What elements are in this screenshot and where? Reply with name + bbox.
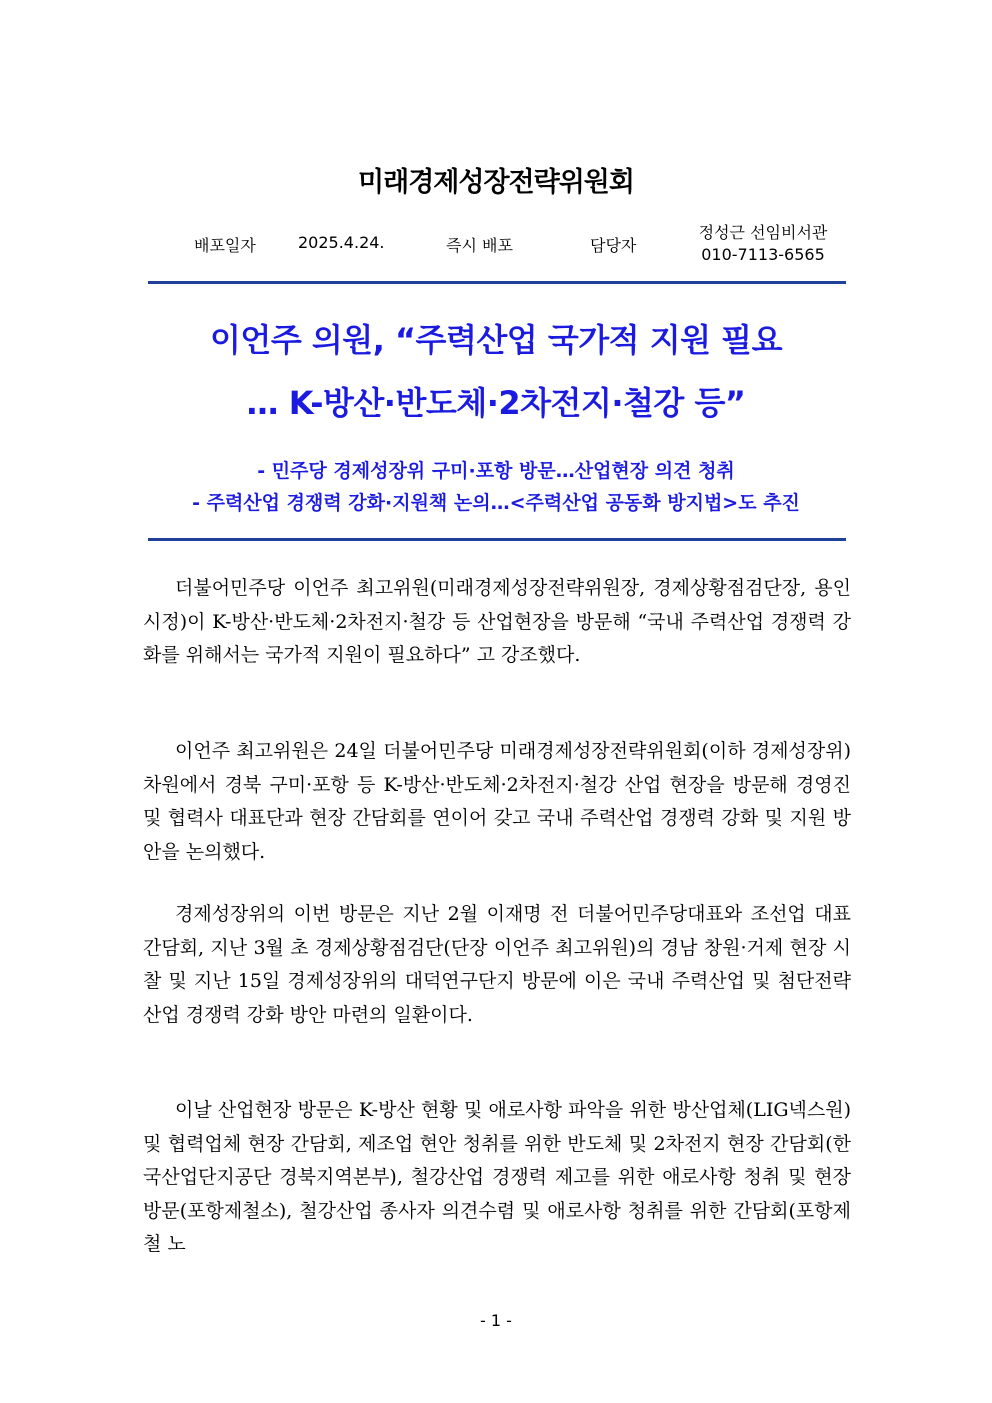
headline-line-2: … K-방산·반도체·2차전지·철강 등”	[246, 384, 746, 422]
bottom-divider	[148, 538, 846, 541]
release-type: 즉시 배포	[446, 236, 513, 255]
body-paragraph-4: 이날 산업현장 방문은 K-방산 현황 및 애로사항 파악을 위한 방산업체(LIG넥스원) 및 협력업체 현장 간담회, 제조업 현안 청취를 위한 반도체 및 2차전지 현장 간담회(한국산업단지공단 경북지역본부), 철강산업 경쟁력 제고를 위한 애로사항 청취 및 현장 방문(포항제철소), 철강산업 종사자 의견수렴 및 애로사항 청취를 위한 간담회(포항제철 노	[143, 1099, 851, 1255]
organization-title: 미래경제성장전략위원회	[358, 167, 634, 198]
release-date: 2025.4.24.	[298, 233, 385, 252]
body-paragraph-1: 더불어민주당 이언주 최고위원(미래경제성장전략위원장, 경제상황점검단장, 용인시정)이 K-방산·반도체·2차전지·철강 등 산업현장을 방문해 “국내 주력산업 경쟁력 강화를 위해서는 국가적 지원이 필요하다” 고 강조했다.	[143, 577, 851, 666]
subheadline-1: - 민주당 경제성장위 구미·포항 방문…산업현장 의견 청취	[257, 460, 735, 482]
release-info-row	[148, 222, 846, 268]
release-date-label: 배포일자	[194, 236, 256, 255]
body-paragraph-3: 경제성장위의 이번 방문은 지난 2월 이재명 전 더불어민주당대표와 조선업 대표 간담회, 지난 3월 초 경제상황점검단(단장 이언주 최고위원)의 경남 창원·거제 현장 시찰 및 지난 15일 경제성장위의 대덕연구단지 방문에 이은 국내 주력산업 및 첨단전략산업 경쟁력 강화 방안 마련의 일환이다.	[143, 903, 851, 1026]
headline-line-1: 이언주 의원, “주력산업 국가적 지원 필요	[210, 321, 782, 359]
top-divider	[148, 281, 846, 284]
subheadline-2: - 주력산업 경쟁력 강화·지원책 논의…<주력산업 공동화 방지법>도 추진	[192, 492, 800, 514]
contact-name: 정성근 선임비서관	[698, 223, 828, 242]
body-paragraph-2: 이언주 최고위원은 24일 더불어민주당 미래경제성장전략위원회(이하 경제성장위) 차원에서 경북 구미·포항 등 K-방산·반도체·2차전지·철강 산업 현장을 방문해 경영진 및 협력사 대표단과 현장 간담회를 연이어 갖고 국내 주력산업 경쟁력 강화 및 지원 방안을 논의했다.	[143, 740, 851, 863]
page-number: - 1 -	[480, 1311, 512, 1330]
contact-phone: 010-7113-6565	[701, 245, 825, 264]
contact-info	[678, 222, 848, 266]
contact-label: 담당자	[590, 236, 637, 255]
